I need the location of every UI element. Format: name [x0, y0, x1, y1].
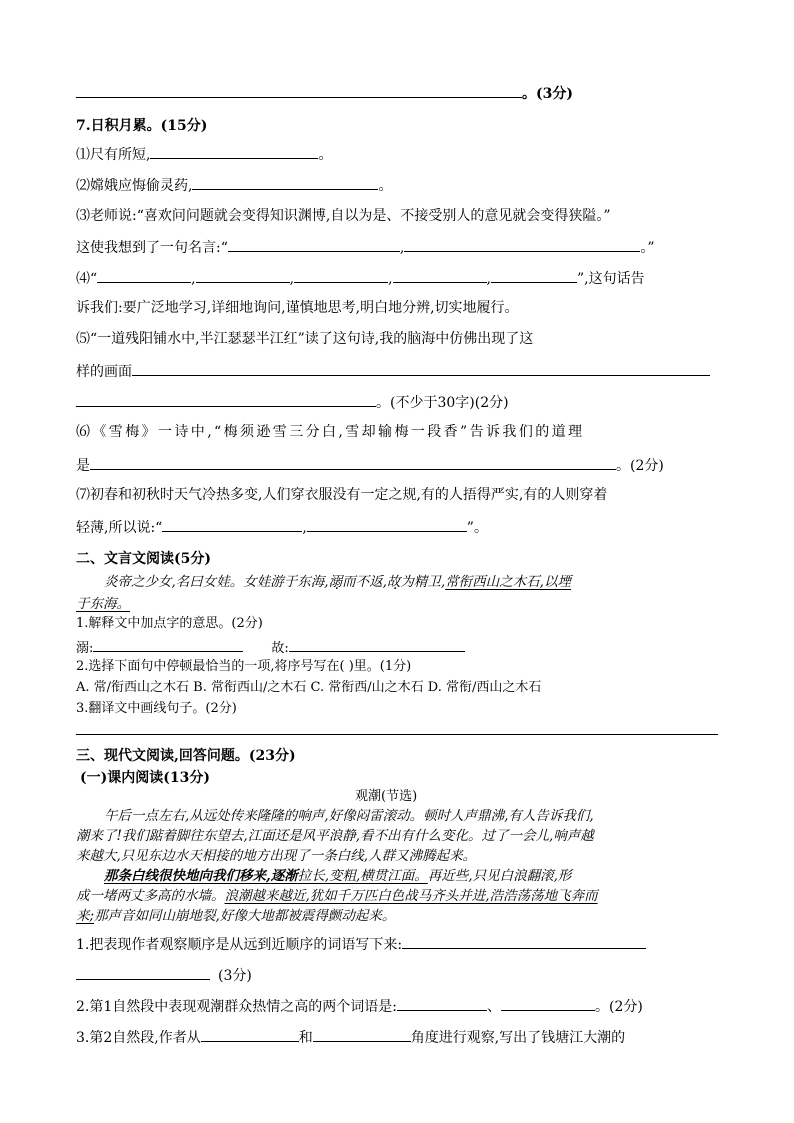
s2-question-1: 1.解释文中加点字的意思。(2分)	[76, 616, 263, 631]
s2-answer-line[interactable]	[76, 734, 718, 735]
q7-item-3-line-2: 这使我想到了一句名言:“ , 。”	[76, 236, 655, 258]
answer-blank[interactable]	[162, 516, 302, 532]
section-2-title: 二、文言文阅读(5分)	[76, 551, 211, 567]
answer-blank[interactable]	[402, 933, 646, 949]
q7-item-7-line-2: 轻薄,所以说:“ , ”。	[76, 516, 488, 538]
top-answer-line: 。(3分)	[76, 82, 573, 104]
classical-passage-line-1: 炎帝之少女,名曰女娃。女娃游于东海,溺而不返,故为精卫,常衔西山之木石,以堙	[104, 574, 571, 590]
answer-blank[interactable]	[491, 267, 577, 283]
answer-blank[interactable]	[201, 1026, 299, 1042]
passage-title: 观潮(节选)	[355, 789, 418, 804]
answer-blank[interactable]	[307, 516, 467, 532]
q7-item-1: ⑴尺有所短, 。	[76, 143, 332, 165]
answer-blank[interactable]	[150, 143, 318, 159]
s2-question-3: 3.翻译文中画线句子。(2分)	[76, 701, 237, 716]
q7-item-6-line-1: ⑹《雪梅》一诗中,“梅须逊雪三分白,雪却输梅一段香”告诉我们的道理	[76, 424, 585, 440]
q7-item-5-line-3: 。(不少于30字)(2分)	[76, 391, 509, 413]
q7-item-7-line-1: ⑺初春和初秋时天气冷热多变,人们穿衣服没有一定之规,有的人捂得严实,有的人则穿着	[76, 487, 608, 503]
passage-p1-line-1: 午后一点左右,从远处传来隆隆的响声,好像闷雷滚动。顿时人声鼎沸,有人告诉我们,	[104, 808, 594, 824]
passage-p1-line-2: 潮来了!我们踮着脚往东望去,江面还是风平浪静,看不出有什么变化。过了一会儿,响声越	[76, 828, 594, 844]
classical-passage-line-2: 于东海。	[76, 596, 130, 612]
passage-p2-line-2: 成一堵两丈多高的水墙。浪潮越来越近,犹如千万匹白色战马齐头并进,浩浩荡荡地飞奔而	[76, 888, 598, 904]
s2-question-2-options: A. 常/衔西山之木石 B. 常衔西山/之木石 C. 常衔西/山之木石 D. 常衔/西山之木石	[76, 680, 542, 695]
q7-item-3-line-1: ⑶老师说:“喜欢问问题就会变得知识渊博,自以为是、不接受别人的意见就会变得狭隘。”	[76, 208, 611, 224]
answer-blank[interactable]	[393, 267, 487, 283]
passage-p2-line-3: 来;那声音如同山崩地裂,好像大地都被震得颤动起来。	[76, 908, 396, 924]
q7-title: 7.日积月累。(15分)	[76, 118, 208, 134]
answer-blank[interactable]	[397, 995, 487, 1011]
q7-item-2: ⑵嫦娥应悔偷灵药, 。	[76, 174, 392, 196]
answer-blank[interactable]	[501, 995, 595, 1011]
section-3-title: 三、现代文阅读,回答问题。(23分)	[76, 748, 296, 764]
s3-question-2: 2.第1自然段中表现观潮群众热情之高的两个词语是: 、 。(2分)	[76, 995, 643, 1017]
s3-question-3: 3.第2自然段,作者从 和 角度进行观察,写出了钱塘江大潮的	[76, 1026, 625, 1048]
passage-p2-line-1: 那条白线很快地向我们移来,逐渐拉长,变粗,横贯江面。再近些,只见白浪翻滚,形	[104, 868, 572, 884]
answer-blank[interactable]	[90, 454, 616, 470]
answer-blank[interactable]	[289, 636, 465, 652]
answer-blank[interactable]	[404, 236, 640, 252]
q7-item-5-line-1: ⑸“一道残阳铺水中,半江瑟瑟半江红”读了这句诗,我的脑海中仿佛出现了这	[76, 331, 534, 347]
q7-item-4-line-1: ⑷“ , , , , ”,这句话告	[76, 267, 645, 289]
q7-item-6-line-2: 是 。(2分)	[76, 454, 664, 476]
answer-blank[interactable]	[76, 964, 210, 980]
answer-blank[interactable]	[93, 636, 243, 652]
answer-blank[interactable]	[76, 391, 376, 407]
answer-blank[interactable]	[76, 82, 522, 98]
passage-p1-line-3: 来越大,只见东边水天相接的地方出现了一条白线,人群又沸腾起来。	[76, 848, 477, 864]
answer-blank[interactable]	[196, 267, 290, 283]
section-3-subtitle: (一)课内阅读(13分)	[80, 770, 210, 786]
s3-question-1-line-2: (3分)	[76, 964, 252, 986]
s3-question-1: 1.把表现作者观察顺序是从远到近顺序的词语写下来:	[76, 933, 646, 955]
answer-blank[interactable]	[294, 267, 388, 283]
s2-question-1-answers: 溺: 故:	[76, 636, 465, 659]
q7-item-4-line-2: 诉我们:要广泛地学习,详细地询问,谨慎地思考,明白地分辨,切实地履行。	[76, 300, 519, 316]
answer-blank[interactable]	[192, 174, 378, 190]
s2-question-2: 2.选择下面句中停顿最恰当的一项,将序号写在( )里。(1分)	[76, 659, 412, 674]
answer-blank[interactable]	[313, 1026, 411, 1042]
answer-blank[interactable]	[97, 267, 191, 283]
answer-blank[interactable]	[132, 360, 710, 376]
answer-blank[interactable]	[228, 236, 400, 252]
q7-item-5-line-2: 样的画面	[76, 360, 710, 382]
